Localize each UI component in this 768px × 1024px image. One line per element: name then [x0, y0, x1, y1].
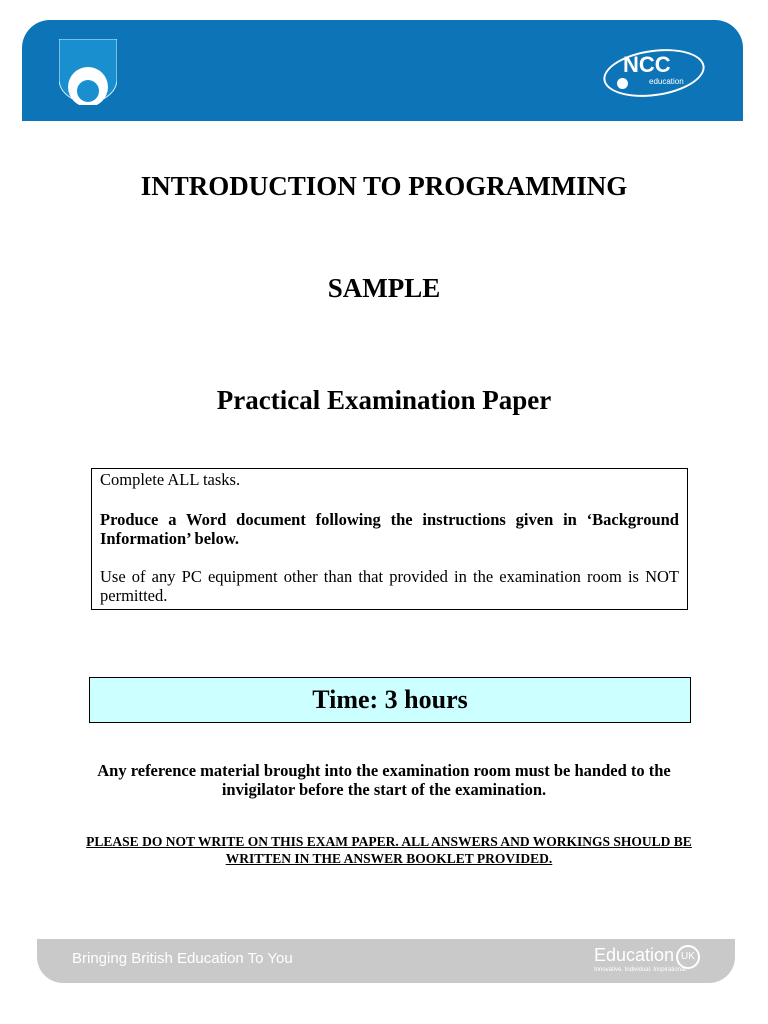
education-uk-logo: [594, 945, 700, 973]
footer-tagline: Bringing British Education To You: [72, 950, 293, 967]
ncc-education-logo: [603, 44, 707, 98]
paper-type: Practical Examination Paper: [216, 385, 552, 415]
globe-icon: [617, 78, 628, 89]
reference-material-note: Any reference material brought into the examination room must be handed to the invigilator before the start of the examination.: [97, 761, 671, 799]
answer-booklet-warning: PLEASE DO NOT WRITE ON THIS EXAM PAPER. ALL ANSWERS AND WORKINGS SHOULD BE WRITTEN IN THE ANSWER BOOKLET PROVIDED.: [86, 834, 692, 866]
time-allowed-box: Time: 3 hours: [89, 677, 691, 723]
logo-education-text: education: [649, 77, 684, 86]
education-uk-motto: Innovative. Individual. Inspirational.: [593, 967, 688, 973]
shield-logo: [59, 39, 117, 105]
instruction-pc-equipment: Use of any PC equipment other than that provided in the examination room is NOT permitted.: [100, 567, 679, 605]
course-title: INTRODUCTION TO PROGRAMMING: [140, 171, 628, 201]
sample-label: SAMPLE: [327, 273, 441, 303]
footer-banner: [37, 939, 735, 983]
uk-badge-icon: UK: [676, 945, 700, 969]
education-uk-word: Education: [593, 945, 674, 966]
header-banner: [22, 20, 743, 121]
instructions-box: [91, 468, 688, 610]
instruction-word-document: Produce a Word document following the instructions given in ‘Background Information’ below.: [100, 510, 679, 548]
logo-ncc-text: NCC: [623, 52, 671, 77]
instruction-complete-tasks: Complete ALL tasks.: [100, 470, 241, 489]
